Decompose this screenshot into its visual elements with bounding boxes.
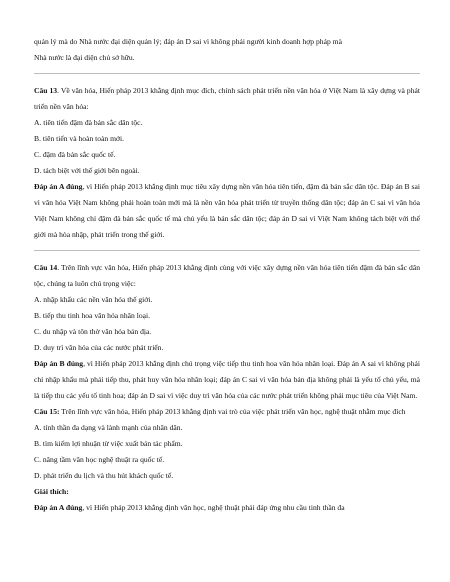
question-14-answer: [34, 356, 420, 404]
question-14-answer-label: Đáp án B đúng: [34, 359, 84, 368]
question-15-option-b: B. tìm kiếm lợi nhuận từ việc xuất bản tác phẩm.: [34, 439, 183, 448]
question-13-answer-label: Đáp án A đúng: [34, 182, 83, 191]
question-13-answer: [34, 179, 420, 243]
question-15-explain-label: Giải thích:: [34, 487, 69, 496]
question-14-answer-text: , vì Hiến pháp 2013 khẳng định chú trọng việc tiếp thu tinh hoa văn hóa nhân loại. Đáp án A sai vì không phải chỉ nhập khẩu mà phải tiếp thu, phát huy văn hóa nhân loại; đáp án C sai vì văn hóa bản địa không phải là yếu tố chủ yếu, mà là tiếp thu các yếu tố tinh hoa; đáp án D sai vì việc duy trì văn hóa của các nước phát triển không phải mục tiêu của Việt Nam.: [34, 359, 420, 400]
document-page: [34, 34, 420, 516]
intro-line-2: Nhà nước là đại diện chủ sở hữu.: [34, 53, 135, 62]
question-14-option-a: A. nhập khẩu các nền văn hóa thế giới.: [34, 295, 153, 304]
question-15-option-a: A. tính thần đa dạng và lành mạnh của nhân dân.: [34, 423, 183, 432]
question-15-explain-heading: [34, 484, 420, 500]
question-13-option-b: B. tiên tiến và hoàn toàn mới.: [34, 134, 125, 143]
section-divider: [34, 250, 420, 251]
question-14-stem: [34, 260, 420, 292]
question-15-answer-text: , vì Hiến pháp 2013 khẳng định văn học, nghệ thuật phải đáp ứng nhu cầu tinh thần đa: [82, 503, 345, 512]
question-13-label: Câu 13: [34, 86, 58, 95]
section-divider: [34, 73, 420, 74]
question-15-option-c: C. nâng tầm văn học nghệ thuật ra quốc tế.: [34, 455, 165, 464]
question-15-answer-label: Đáp án A đúng: [34, 503, 83, 512]
question-15-label: Câu 15:: [34, 407, 60, 416]
question-14: [34, 260, 420, 404]
question-13-option-a: A. tiên tiến đậm đà bản sắc dân tộc.: [34, 118, 143, 127]
question-14-option-b: B. tiếp thu tinh hoa văn hóa nhân loại.: [34, 311, 150, 320]
question-13: [34, 83, 420, 243]
intro-line-1: quản lý mà do Nhà nước đại diện quản lý; đáp án D sai vì không phải người kinh doanh hợp pháp mà: [34, 37, 342, 46]
question-15-answer: [34, 500, 420, 516]
question-15: [34, 404, 420, 516]
question-14-label: Câu 14: [34, 263, 58, 272]
question-13-option-d: D. tách biệt với thế giới bên ngoài.: [34, 166, 140, 175]
question-14-option-c: C. du nhập và tôn thờ văn hóa bản địa.: [34, 327, 152, 336]
question-13-answer-text: , vì Hiến pháp 2013 khẳng định mục tiêu xây dựng nền văn hóa tiên tiến, đậm đà bản sắc dân tộc. Đáp án B sai vì văn hóa Việt Nam không phải hoàn toàn mới mà là nền văn hóa phát triển từ truyền thống dân tộc; đáp án C sai vì văn hóa Việt Nam không chỉ đậm đà bản sắc quốc tế mà chủ yếu là bản sắc dân tộc; đáp án D sai vì Việt Nam không tách biệt với thế giới mà hòa nhập, phát triển trong thế giới.: [34, 182, 420, 239]
question-14-option-d: D. duy trì văn hóa của các nước phát triển.: [34, 343, 164, 352]
question-13-text: . Về văn hóa, Hiến pháp 2013 khẳng định mục đích, chính sách phát triển nền văn hóa ở Việt Nam là xây dựng và phát triển nền văn hóa:: [34, 86, 421, 111]
question-13-option-c: C. đậm đà bản sắc quốc tế.: [34, 150, 116, 159]
question-14-text: . Trên lĩnh vực văn hóa, Hiến pháp 2013 khẳng định cùng với việc xây dựng nền văn hóa tiên tiến đậm đà bản sắc dân tộc, chúng ta luôn chú trọng việc:: [34, 263, 420, 288]
question-13-stem: [34, 83, 420, 115]
question-15-stem: [34, 404, 420, 420]
question-15-option-d: D. phát triển du lịch và thu hút khách quốc tế.: [34, 471, 174, 480]
question-15-text: Trên lĩnh vực văn hóa, Hiến pháp 2013 khẳng định vai trò của việc phát triển văn học, nghệ thuật nhằm mục đích: [59, 407, 406, 416]
